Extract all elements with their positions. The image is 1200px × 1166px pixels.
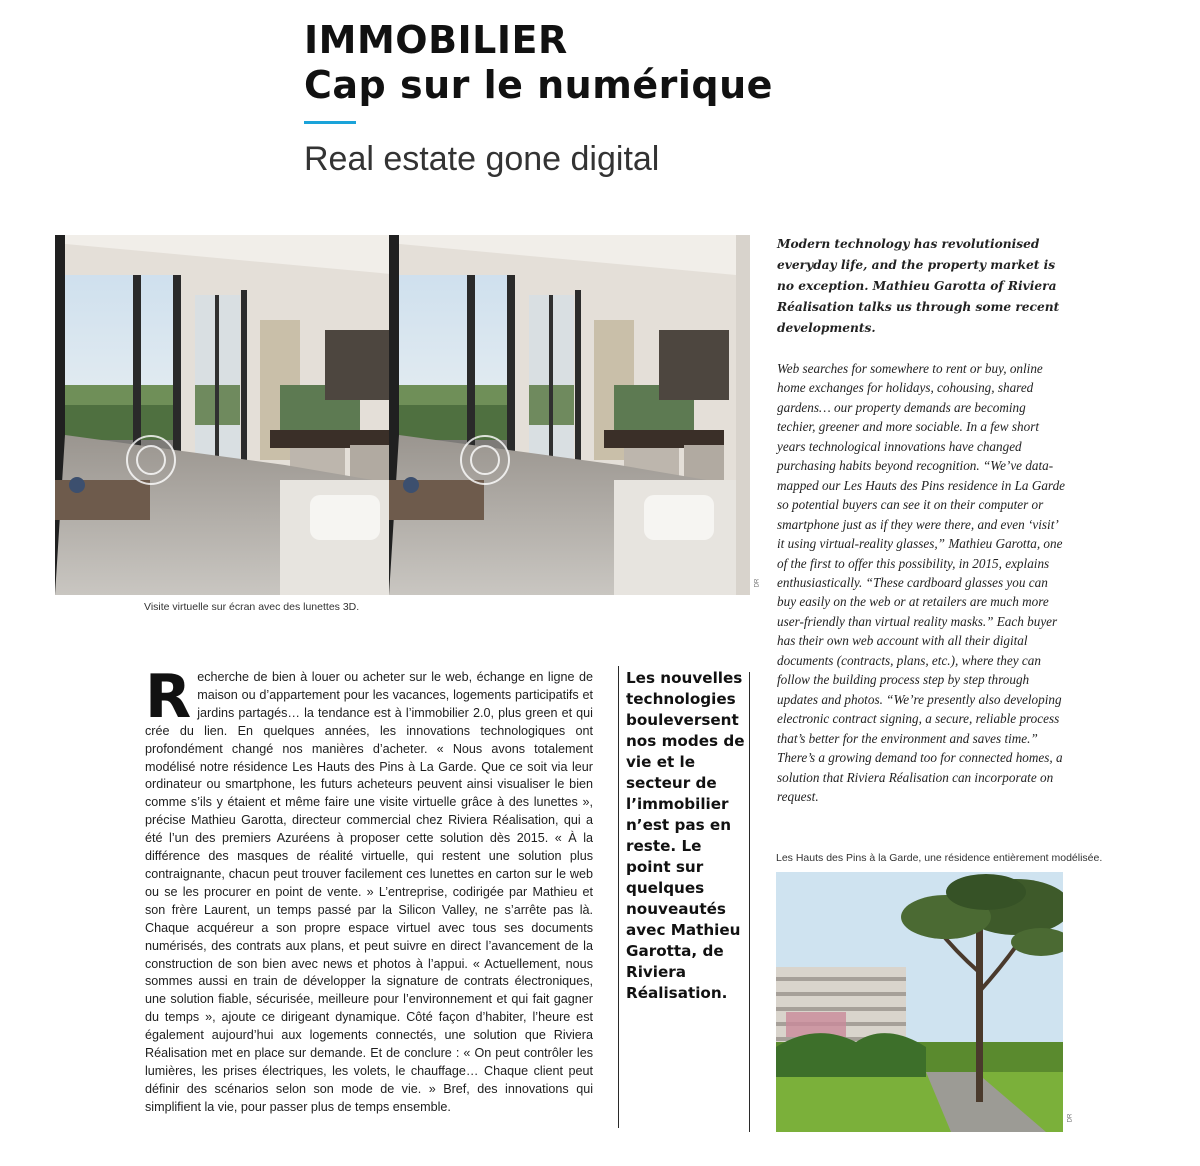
pull-quote-rule-left	[618, 666, 619, 1128]
pull-quote: Les nouvelles technologies bouleversent nos modes de vie et le secteur de l’immobilier n’est pas en reste. Le point sur quelques nouveautés avec Mathieu Garotta, de Riviera Réalisation.	[626, 669, 745, 1002]
residence-photo-caption: Les Hauts des Pins à la Garde, une résidence entièrement modélisée.	[776, 852, 1103, 864]
english-article-body: Web searches for somewhere to rent or buy, online home exchanges for holidays, cohousing, shared gardens… our property demands are becoming techier, greener and more sociable. In a few short years technological innovations have changed purchasing habits beyond recognition. “We’ve data-mapped our Les Hauts des Pins residence in La Garde so potential buyers can see it on their computer or smartphone just as if they were there, and even ‘visit’ it using virtual-reality glasses,” Mathieu Garotta, one of the first to offer this possibility, in 2015, explains enthusiastically. “These cardboard glasses you can buy easily on the web or at retailers are much more user-friendly than virtual reality masks.” Each buyer has their own web account with all their digital documents (contracts, plans, etc.), where they can follow the building process step by step through updates and photos. “We’re presently also developing electronic contract signing, a secure, reliable process that’s better for the environment and saves time.” There’s a growing demand too for connected homes, a solution that Riviera Réalisation can incorporate on request.	[777, 361, 1066, 804]
vr-split-photo	[55, 235, 750, 595]
accent-divider	[304, 121, 356, 124]
french-article-body	[145, 662, 593, 1117]
residence-photo	[776, 872, 1063, 1132]
english-lead-paragraph: Modern technology has revolutionised everyday life, and the property market is no exception. Mathieu Garotta of Riviera Réalisation talks us through some recent developments.	[777, 237, 1060, 335]
photo-credit-residence: DR	[1067, 1113, 1074, 1123]
pull-quote-rule-right	[749, 672, 750, 1132]
english-subtitle: Real estate gone digital	[304, 140, 660, 178]
vr-photo-caption: Visite virtuelle sur écran avec des lunettes 3D.	[144, 601, 360, 613]
dropcap-letter: R	[145, 662, 192, 732]
headline-line-2: Cap sur le numérique	[304, 63, 773, 107]
headline-line-1: IMMOBILIER	[304, 18, 568, 62]
french-article-text: echerche de bien à louer ou acheter sur le web, échange en ligne de maison ou d’appartement pour les vacances, logements participatifs et jardins partagés… la tendance est à l’immobilier 2.0, plus green et qui crée du lien. En quelques années, les innovations technologiques ont profondément changé nos manières d’acheter. « Nous avons totalement modélisé notre résidence Les Hauts des Pins à La Garde. Que ce soit via leur ordinateur ou smartphone, les futurs acheteurs peuvent ainsi visualiser le bien comme s’ils y étaient et même faire une visite virtuelle grâce à des lunettes », précise Mathieu Garotta, directeur commercial chez Riviera Réalisation, qui a été l’un des premiers Azuréens à proposer cette solution dès 2015. « À la différence des masques de réalité virtuelle, qui restent une solution plus contraignante, chacun peut trouver facilement ces lunettes en carton sur le web ou se les procurer en point de vente. » L’entreprise, codirigée par Mathieu et son frère Laurent, un temps passé par la Silicon Valley, ne s’arrête pas là. Chaque acquéreur a son propre espace virtuel avec tous ses documents numérisés, des contrats aux plans, et peut suivre en direct l’avancement de la construction de son bien avec news et photos à l’appui. « Actuellement, nous sommes aussi en train de développer la signature de contrats électroniques, une solution fiable, sécurisée, meilleure pour l’environnement et qui fait gagner du temps », ajoute ce dirigeant dynamique. Côté façon d’habiter, l’heure est également aujourd’hui aux logements connectés, une solution que Riviera Réalisation met en place sur demande. Et de conclure : « On peut contrôler les lumières, les prises électriques, les volets, le chauffage… Chaque client peut définir des scénarios selon son mode de vie. » Bref, des innovations qui simplifient la vie, pour passer plus de temps ensemble.	[145, 670, 593, 1114]
photo-credit-vr: DR	[754, 578, 761, 588]
